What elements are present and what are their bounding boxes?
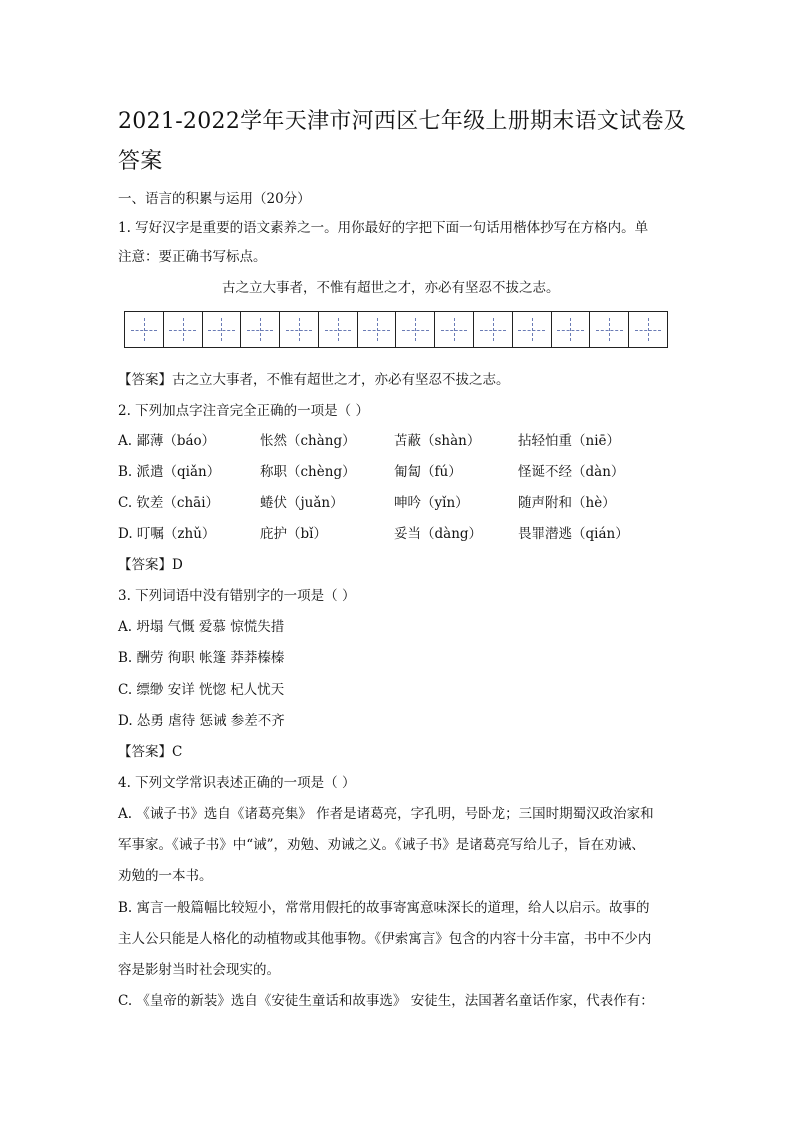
option-item: 呻吟（yǐn） xyxy=(394,495,469,511)
document-title: 2021-2022学年天津市河西区七年级上册期末语文试卷及答案 xyxy=(118,109,687,174)
option-item: A. 鄙薄（báo） xyxy=(118,433,216,449)
option-item: 畏罪潜逃（qián） xyxy=(518,526,629,542)
question-2-option-a xyxy=(118,429,678,449)
question-1-answer: 【答案】古之立大事者，不惟有超世之才，亦必有坚忍不拔之志。 xyxy=(118,372,510,388)
question-4-line: A. 《诫子书》选自《诸葛亮集》 作者是诸葛亮，字孔明，号卧龙；三国时期蜀汉政治家和 xyxy=(118,806,654,822)
grid-cell xyxy=(319,312,358,347)
option-item: 妥当（dàng） xyxy=(394,526,483,542)
grid-cell xyxy=(241,312,280,347)
question-2-answer: 【答案】D xyxy=(118,557,183,573)
option-item: 匍匐（fú） xyxy=(394,464,462,480)
grid-cell xyxy=(590,312,629,347)
question-4-line: 劝勉的一本书。 xyxy=(118,868,213,884)
question-3-option-d: D. 怂勇 虐待 惩诫 参差不齐 xyxy=(118,713,285,729)
question-3-option-c: C. 缥缈 安详 恍惚 杞人忧天 xyxy=(118,682,285,698)
question-4-stem: 4. 下列文学常识表述正确的一项是（ ） xyxy=(118,775,356,791)
question-2-stem: 2. 下列加点字注音完全正确的一项是（ ） xyxy=(118,403,369,419)
grid-cell xyxy=(552,312,591,347)
grid-cell xyxy=(358,312,397,347)
grid-cell xyxy=(280,312,319,347)
option-item: 怅然（chàng） xyxy=(260,433,356,449)
question-3-option-a: A. 坍塌 气慨 爱慕 惊慌失措 xyxy=(118,619,285,635)
grid-cell xyxy=(629,312,667,347)
option-item: 蜷伏（juǎn） xyxy=(260,495,344,511)
option-item: 随声附和（hè） xyxy=(518,495,616,511)
grid-cell xyxy=(203,312,242,347)
grid-cell xyxy=(474,312,513,347)
section-heading: 一、语言的积累与运用（20分） xyxy=(118,191,311,207)
copy-sentence: 古之立大事者，不惟有超世之才，亦必有坚忍不拔之志。 xyxy=(222,280,560,296)
question-4-line: C. 《皇帝的新装》选自《安徒生童话和故事选》 安徒生，法国著名童话作家，代表作有： xyxy=(118,993,654,1009)
option-item: C. 钦差（chāi） xyxy=(118,495,220,511)
grid-cell xyxy=(396,312,435,347)
question-2-option-c xyxy=(118,491,678,511)
option-item: B. 派遣（qiǎn） xyxy=(118,464,221,480)
question-1-line-1: 1. 写好汉字是重要的语文素养之一。用你最好的字把下面一句话用楷体抄写在方格内。单 xyxy=(118,220,649,236)
question-4-line: B. 寓言一般篇幅比较短小，常常用假托的故事寄寓意味深长的道理，给人以启示。故事的 xyxy=(118,900,650,916)
option-item: 苫蔽（shàn） xyxy=(394,433,481,449)
option-item: 拈轻怕重（niē） xyxy=(518,433,621,449)
grid-cell xyxy=(513,312,552,347)
writing-grid xyxy=(124,311,668,348)
grid-cell xyxy=(164,312,203,347)
question-4-line: 容是影射当时社会现实的。 xyxy=(118,962,280,978)
question-3-answer: 【答案】C xyxy=(118,744,183,760)
option-item: 怪诞不经（dàn） xyxy=(518,464,625,480)
option-item: D. 叮嘱（zhǔ） xyxy=(118,526,216,542)
grid-cell xyxy=(125,312,164,347)
option-item: 庇护（bǐ） xyxy=(260,526,327,542)
grid-cell xyxy=(435,312,474,347)
question-3-option-b: B. 酬劳 徇职 帐篷 莽莽榛榛 xyxy=(118,650,285,666)
question-4-line: 主人公只能是人格化的动植物或其他事物。《伊索寓言》包含的内容十分丰富，书中不少内 xyxy=(118,931,652,947)
question-3-stem: 3. 下列词语中没有错别字的一项是（ ） xyxy=(118,588,356,604)
question-1-line-2: 注意：要正确书写标点。 xyxy=(118,249,267,265)
option-item: 称职（chèng） xyxy=(260,464,356,480)
question-4-line: 军事家。《诫子书》中“诫”，劝勉、劝诫之义。《诫子书》是诸葛亮写给儿子，旨在劝诫、 xyxy=(118,837,645,853)
question-2-option-b xyxy=(118,460,678,480)
question-2-option-d xyxy=(118,522,678,542)
